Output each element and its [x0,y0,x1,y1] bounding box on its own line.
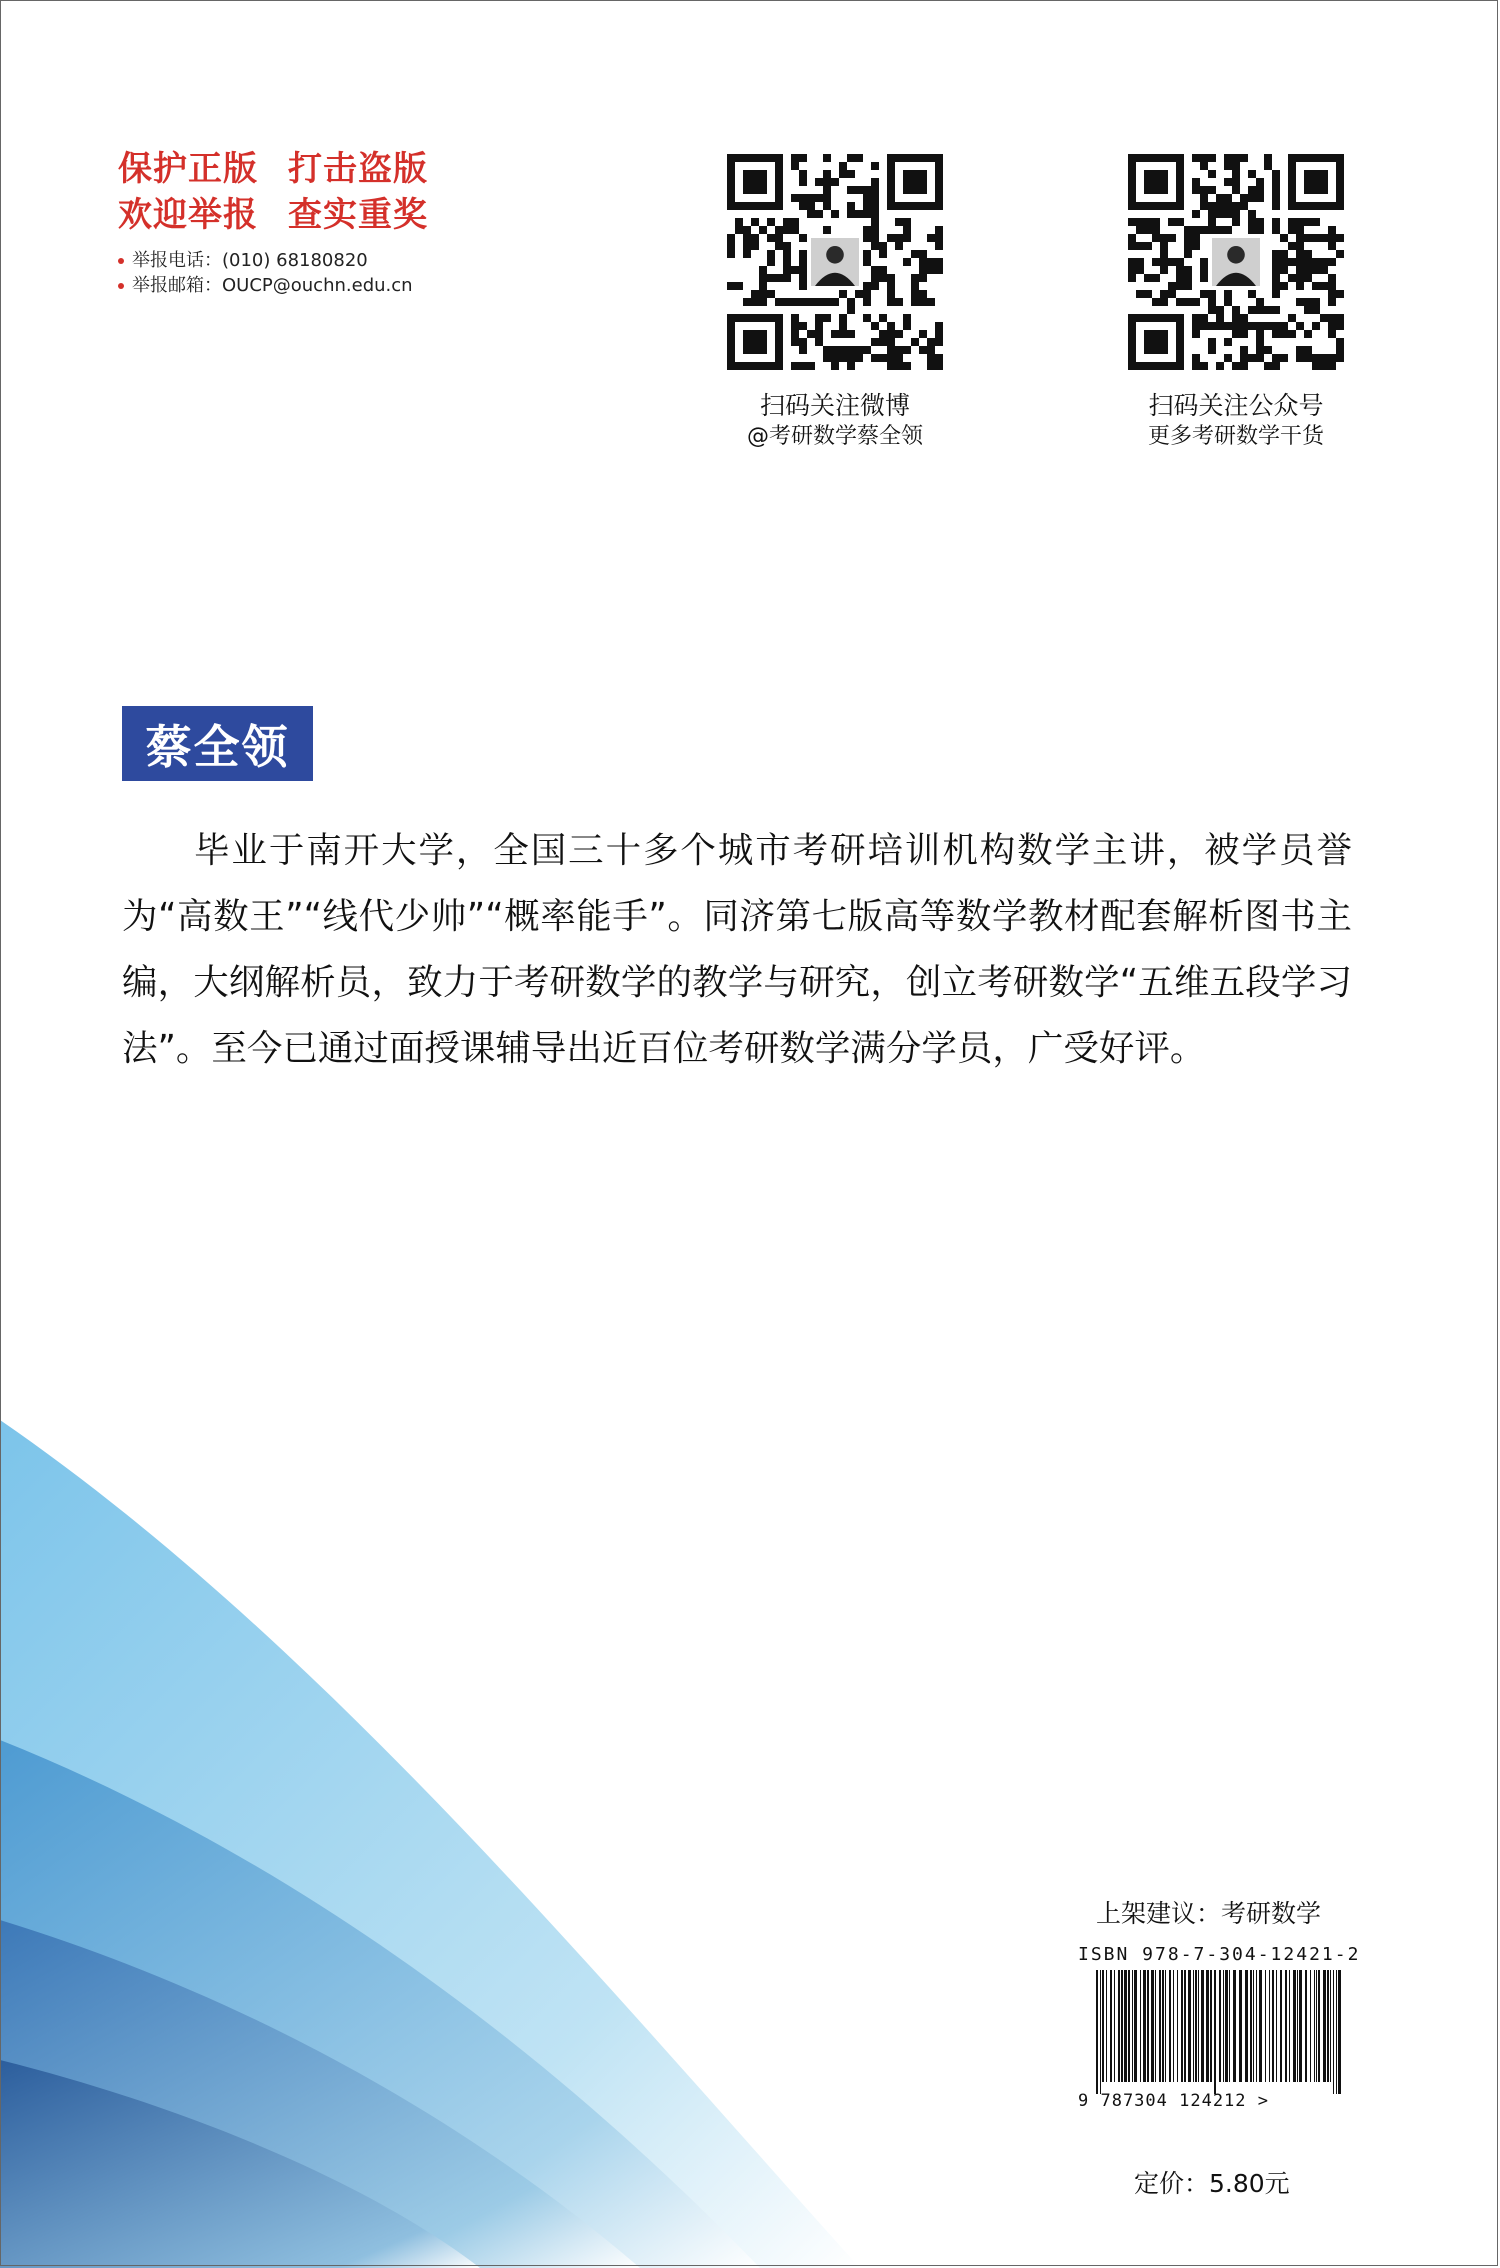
qr-weibo-caption: 扫码关注微博 [759,391,910,420]
qr-wechat-caption: 扫码关注公众号 [1148,391,1324,420]
notice-protect: 保护正版 [118,149,258,189]
author-name-badge: 蔡全领 [122,706,313,781]
qr-code-icon[interactable] [727,154,943,370]
report-email: 举报邮箱：OUCP@ouchn.edu.cn [132,275,413,296]
qr-code-icon[interactable] [1128,154,1344,370]
qr-weibo-block [705,154,965,452]
isbn-text: ISBN 978-7-304-12421-2 [1078,1944,1361,1965]
author-bio: 毕业于南开大学，全国三十多个城市考研培训机构数学主讲，被学员誉为“高数王”“线代少帅”“概率能手”。同济第七版高等数学教材配套解析图书主编，大纲解析员，致力于考研数学的教学与研究，创立考研数学“五维五段学习法”。至今已通过面授课辅导出近百位考研数学满分学员，广受好评。 [122,830,1352,1069]
bullet-icon [118,283,124,289]
report-phone: 举报电话：(010) 68180820 [132,250,368,271]
shelf-suggestion: 上架建议：考研数学 [1096,1899,1322,1928]
qr-weibo-handle: @考研数学蔡全领 [746,424,923,449]
notice-reward: 查实重奖 [288,195,428,235]
barcode-icon [1078,1970,1348,2110]
portrait-avatar-icon [1212,238,1260,286]
barcode-digits: 9 787304 124212 > [1078,2091,1269,2110]
notice-line-1 [118,146,428,192]
contact-info [118,248,428,298]
anti-piracy-notice [118,146,428,298]
qr-wechat-block [1106,154,1366,452]
portrait-avatar-icon [811,238,859,286]
notice-report: 欢迎举报 [118,195,258,235]
notice-line-2 [118,192,428,238]
contact-phone-row [118,248,428,273]
notice-fight: 打击盗版 [288,149,428,189]
bullet-icon [118,258,124,264]
price: 定价：5.80元 [1134,2169,1290,2198]
qr-wechat-subtitle: 更多考研数学干货 [1147,424,1324,449]
contact-email-row [118,273,428,298]
